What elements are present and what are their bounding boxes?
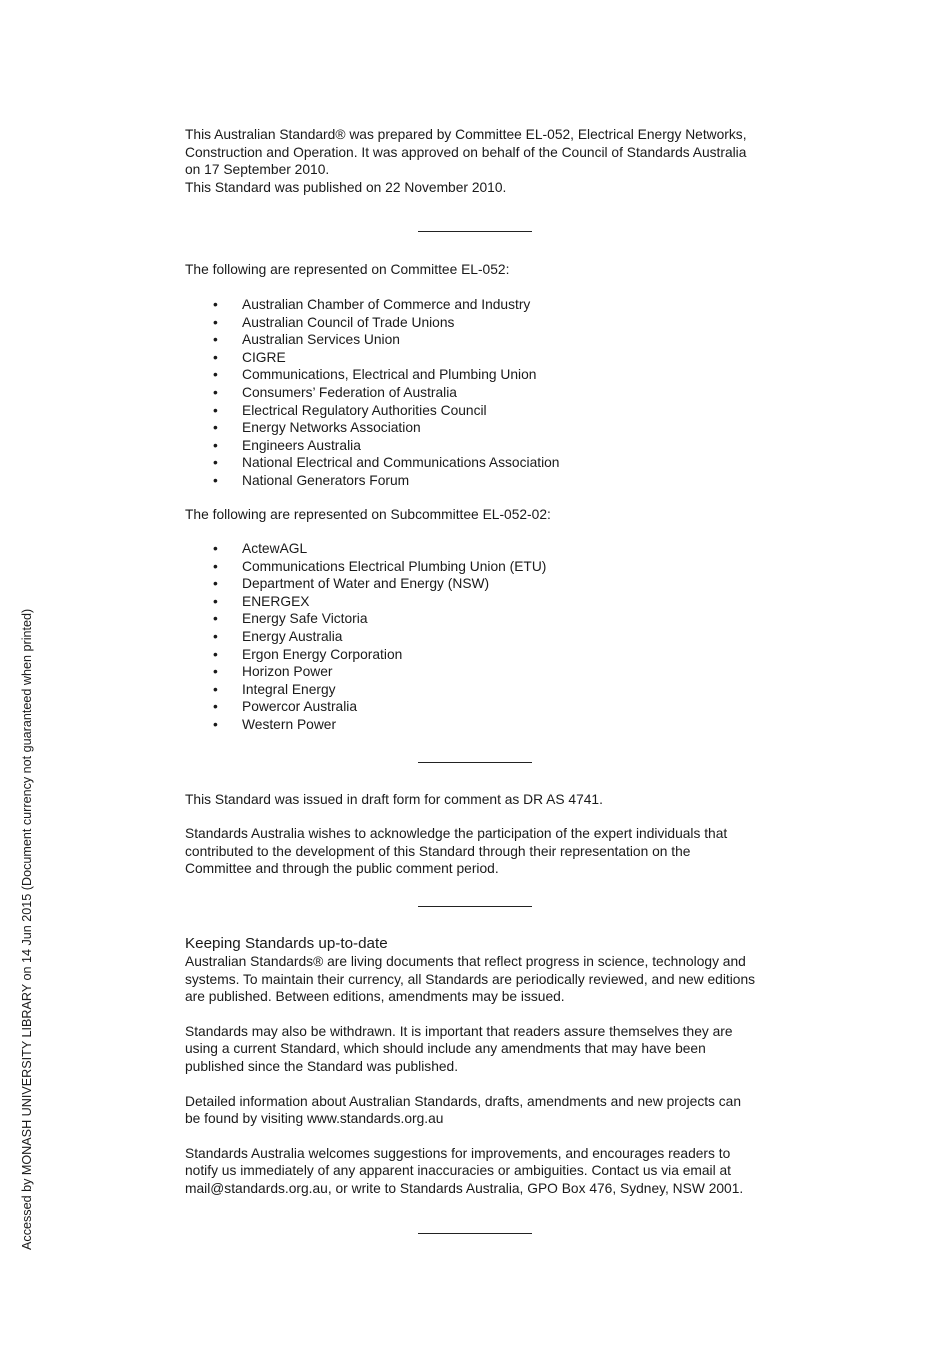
document-page <box>185 126 775 1234</box>
subcommittee-intro: The following are represented on Subcommittee EL-052-02: <box>185 506 551 522</box>
acknowledgement-line: contributed to the development of this Standard through their representation on the <box>185 843 691 859</box>
list-item: • Ergon Energy Corporation <box>185 646 775 664</box>
list-item: • Integral Energy <box>185 681 775 699</box>
list-item: • Communications Electrical Plumbing Union (ETU) <box>185 558 775 576</box>
acknowledgement-paragraph <box>185 825 775 878</box>
acknowledgement-line: Standards Australia wishes to acknowledge the participation of the expert individuals that <box>185 826 728 842</box>
list-item: • Engineers Australia <box>185 437 775 455</box>
acknowledgement-line: Committee and through the public comment period. <box>185 861 499 877</box>
committee-intro: The following are represented on Committee EL-052: <box>185 262 510 278</box>
preface-paragraph <box>185 126 775 196</box>
paragraph-line: mail@standards.org.au, or write to Standards Australia, GPO Box 476, Sydney, NSW 2001. <box>185 1180 744 1196</box>
list-item: • Electrical Regulatory Authorities Council <box>185 402 775 420</box>
section-divider <box>418 231 532 232</box>
preface-line: Construction and Operation. It was approved on behalf of the Council of Standards Australia <box>185 144 747 160</box>
section-divider <box>418 906 532 907</box>
list-item: • Powercor Australia <box>185 698 775 716</box>
access-watermark: Accessed by MONASH UNIVERSITY LIBRARY on 14 Jun 2015 (Document currency not guaranteed when printed) <box>20 608 34 1250</box>
paragraph-line: using a current Standard, which should include any amendments that may have been <box>185 1041 706 1057</box>
section-divider <box>418 762 532 763</box>
paragraph-line: Detailed information about Australian Standards, drafts, amendments and new projects can <box>185 1093 742 1109</box>
list-item: • National Electrical and Communications Association <box>185 454 775 472</box>
paragraph-line: published since the Standard was published. <box>185 1058 459 1074</box>
list-item: • ActewAGL <box>185 540 775 558</box>
contact-paragraph <box>185 1145 775 1198</box>
list-item: • Western Power <box>185 716 775 734</box>
list-item: • Communications, Electrical and Plumbing Union <box>185 366 775 384</box>
paragraph-line: systems. To maintain their currency, all Standards are periodically reviewed, and new editions <box>185 971 756 987</box>
section-divider <box>418 1233 532 1234</box>
list-item: • National Generators Forum <box>185 472 775 490</box>
paragraph-line: Australian Standards® are living documents that reflect progress in science, technology and <box>185 954 746 969</box>
publication-date-line: This Standard was published on 22 November 2010. <box>185 179 507 195</box>
list-item: • Australian Services Union <box>185 331 775 349</box>
preface-line: on 17 September 2010. <box>185 162 330 178</box>
paragraph-line: be found by visiting www.standards.org.au <box>185 1111 444 1127</box>
paragraph-line: notify us immediately of any apparent inaccuracies or ambiguities. Contact us via email at <box>185 1163 732 1179</box>
list-item: • ENERGEX <box>185 593 775 611</box>
list-item: • CIGRE <box>185 349 775 367</box>
draft-issue-note: This Standard was issued in draft form for comment as DR AS 4741. <box>185 791 603 807</box>
list-item: • Energy Safe Victoria <box>185 610 775 628</box>
living-documents-paragraph <box>185 953 775 1006</box>
committee-member-list <box>185 296 775 490</box>
paragraph-line: are published. Between editions, amendments may be issued. <box>185 989 565 1005</box>
list-item: • Energy Networks Association <box>185 419 775 437</box>
section-heading: Keeping Standards up-to-date <box>185 935 388 952</box>
list-item: • Energy Australia <box>185 628 775 646</box>
withdrawn-paragraph <box>185 1023 775 1076</box>
list-item: • Horizon Power <box>185 663 775 681</box>
list-item: • Consumers’ Federation of Australia <box>185 384 775 402</box>
information-paragraph <box>185 1093 775 1128</box>
list-item: • Australian Chamber of Commerce and Industry <box>185 296 775 314</box>
subcommittee-member-list <box>185 540 775 734</box>
list-item: • Australian Council of Trade Unions <box>185 314 775 332</box>
preface-line: This Australian Standard® was prepared by Committee EL-052, Electrical Energy Networks, <box>185 127 747 142</box>
list-item: • Department of Water and Energy (NSW) <box>185 575 775 593</box>
paragraph-line: Standards may also be withdrawn. It is important that readers assure themselves they are <box>185 1023 733 1039</box>
paragraph-line: Standards Australia welcomes suggestions for improvements, and encourages readers to <box>185 1145 731 1161</box>
